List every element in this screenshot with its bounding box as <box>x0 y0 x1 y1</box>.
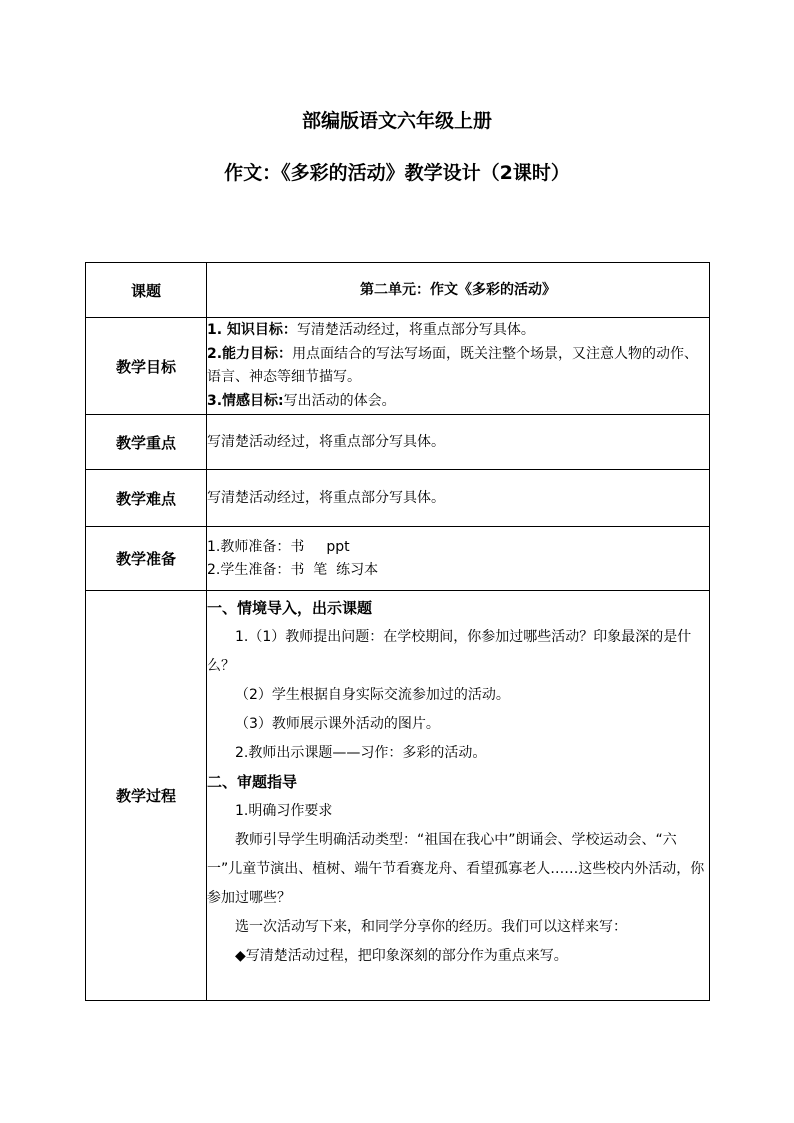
goal-text: 写清楚活动经过，将重点部分写具体。 <box>296 322 535 338</box>
process-paragraph: （3）教师展示课外活动的图片。 <box>235 716 440 732</box>
goals-content <box>207 318 710 415</box>
row-key-point <box>86 415 710 470</box>
row-difficulty <box>86 470 710 527</box>
teacher-prep <box>207 536 709 559</box>
goal-prefix: 2.能力目标： <box>207 345 293 362</box>
teacher-prep-item: ppt <box>326 538 350 555</box>
row-process <box>86 591 710 1001</box>
key-point-label: 教学重点 <box>86 415 207 470</box>
row-topic <box>86 263 710 318</box>
goal-text: 写出活动的体会。 <box>283 392 396 409</box>
process-label: 教学过程 <box>86 591 207 1001</box>
goal-item-1 <box>207 319 709 343</box>
teacher-prep-prefix: 1.教师准备：书 <box>207 538 305 555</box>
row-goals <box>86 318 710 415</box>
topic-value: 第二单元：作文《多彩的活动》 <box>207 263 710 318</box>
preparation-label: 教学准备 <box>86 527 207 591</box>
process-heading-2: 二、审题指导 <box>207 773 298 791</box>
process-content <box>207 591 710 1001</box>
process-bullet: ◆写清楚活动过程，把印象深刻的部分作为重点来写。 <box>235 948 568 964</box>
difficulty-label: 教学难点 <box>86 470 207 527</box>
document-subtitle: 作文：《多彩的活动》教学设计（2课时） <box>224 162 570 184</box>
topic-label: 课题 <box>86 263 207 318</box>
document-title: 部编版语文六年级上册 <box>301 110 492 132</box>
goals-label: 教学目标 <box>86 318 207 415</box>
difficulty-text: 写清楚活动经过，将重点部分写具体。 <box>207 470 710 527</box>
process-paragraph: 1.（1）教师提出问题：在学校期间，你参加过哪些活动？印象最深的是什么？ <box>207 629 692 674</box>
key-point-text: 写清楚活动经过，将重点部分写具体。 <box>207 415 710 470</box>
preparation-content <box>207 527 710 591</box>
process-paragraph: 教师引导学生明确活动类型：“祖国在我心中”朗诵会、学校运动会、“六一”儿童节演出、植树、端午节看赛龙舟、看望孤寡老人……这些校内外活动，你参加过哪些？ <box>207 832 705 906</box>
goal-item-2 <box>207 343 709 390</box>
goal-prefix: 1. 知识目标： <box>207 322 297 338</box>
process-paragraph: （2）学生根据自身实际交流参加过的活动。 <box>235 687 510 703</box>
goal-text: 用点面结合的写法写场面，既关注整个场景，又注意人物的动作、语言、神态等细节描写。 <box>207 345 699 385</box>
goal-item-3 <box>207 390 709 414</box>
lesson-plan-table <box>85 262 710 1001</box>
goal-prefix: 3.情感目标: <box>207 392 284 409</box>
student-prep: 2.学生准备：书 笔 练习本 <box>207 561 379 578</box>
process-heading-1: 一、情境导入，出示课题 <box>207 599 373 617</box>
process-paragraph: 2.教师出示课题——习作：多彩的活动。 <box>235 745 487 761</box>
process-paragraph: 1.明确习作要求 <box>235 803 333 819</box>
process-paragraph: 选一次活动写下来，和同学分享你的经历。我们可以这样来写： <box>235 919 627 935</box>
row-preparation <box>86 527 710 591</box>
